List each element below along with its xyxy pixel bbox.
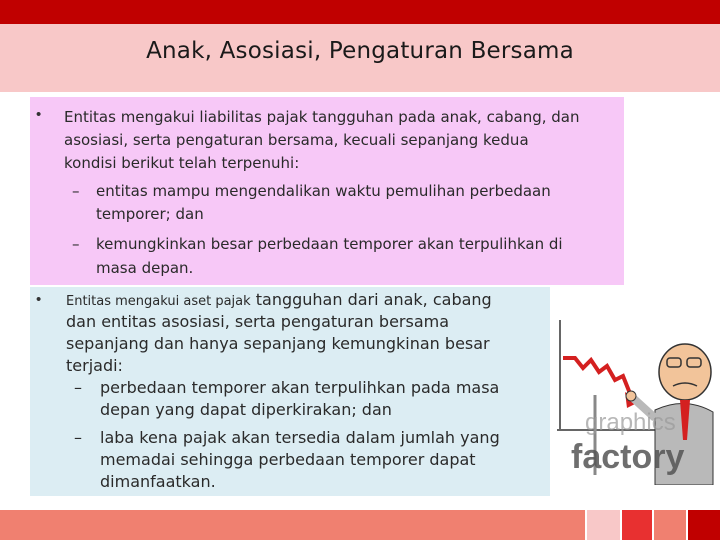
dash-marker: – [72,235,80,253]
dash-marker: – [74,378,82,397]
asset-line-1-small: Entitas mengakui aset pajak [66,294,251,309]
liability-line-2: asosiasi, serta pengaturan bersama, kecuali sepanjang kedua [64,131,529,149]
slide-title: Anak, Asosiasi, Pengaturan Bersama [146,38,574,64]
footer-stripe-salmon-2 [654,510,686,540]
asset-line-1 [66,289,492,313]
dash-marker: – [72,182,80,200]
liability-sub2-line2: masa depan. [96,259,194,277]
liability-sub1-line2: temporer; dan [96,205,204,223]
asset-sub2-line2: memadai sehingga perbedaan temporer dapat [100,450,476,469]
watermark-line-1: graphics [585,409,676,436]
top-red-bar [0,0,720,24]
liability-line-1: Entitas mengakui liabilitas pajak tangguhan pada anak, cabang, dan [64,108,580,126]
bullet-marker: • [36,106,42,123]
liability-line-3: kondisi berikut telah terpenuhi: [64,154,300,172]
asset-sub2-line3: dimanfaatkan. [100,472,216,491]
asset-sub2-line1: laba kena pajak akan tersedia dalam jumlah yang [100,428,500,447]
asset-line-3: sepanjang dan hanya sepanjang kemungkinan besar [66,334,490,353]
dash-marker: – [74,428,82,447]
asset-line-1-rest: tangguhan dari anak, cabang [250,290,492,309]
asset-sub1-line2: depan yang dapat diperkirakan; dan [100,400,392,419]
footer-stripe-dark-red [688,510,720,540]
liability-sub2-line1: kemungkinkan besar perbedaan temporer akan terpulihkan di [96,235,563,253]
asset-line-4: terjadi: [66,356,123,375]
footer-stripe-red [622,510,652,540]
watermark-line-2: factory [571,438,685,476]
falling-chart-illustration [555,300,715,485]
footer-stripe-salmon [0,510,585,540]
asset-sub1-line1: perbedaan temporer akan terpulihkan pada masa [100,378,500,397]
asset-line-2: dan entitas asosiasi, serta pengaturan bersama [66,312,450,331]
footer-stripe-pink [587,510,620,540]
bullet-marker: • [36,291,42,308]
liability-sub1-line1: entitas mampu mengendalikan waktu pemulihan perbedaan [96,182,551,200]
